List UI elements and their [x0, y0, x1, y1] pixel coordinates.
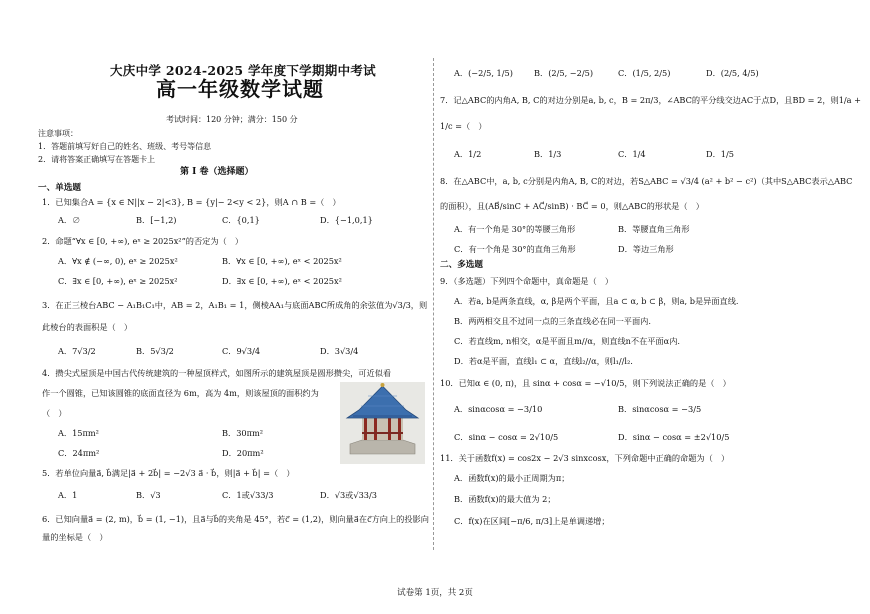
- pagoda-illustration: [340, 382, 425, 464]
- section-multi: 二、多选题: [440, 260, 483, 270]
- question-8-line-2: 的面积），且(AB⃗/sinC + AC⃗/sinB) · BC⃗ = 0，则△ABC的形状是（ ）: [440, 201, 704, 211]
- q1-option-a: A．∅: [58, 215, 81, 225]
- q8-option-a: A．有一个角是 30°的等腰三角形: [454, 224, 576, 234]
- question-4-line-3: （ ）: [42, 408, 67, 418]
- pagoda-finial: [381, 383, 385, 387]
- question-6-line-1: 6．已知向量a⃗ = (2, m)，b⃗ = (1, −1)，且a⃗与b⃗的夹角是 45°，若c⃗ = (1,2)，则向量a⃗在c⃗方向上的投影向: [42, 514, 429, 524]
- q9-option-b: B．两两相交且不过同一点的三条直线必在同一平面内.: [454, 316, 651, 326]
- q6-option-c: C．(1/5, 2/5): [618, 68, 671, 78]
- school-line: 大庆中学 2024-2025 学年度下学期期中考试: [110, 63, 376, 78]
- question-9: 9．（多选题）下列四个命题中，真命题是（ ）: [440, 276, 614, 286]
- q1-option-b: B．[−1,2): [136, 215, 177, 225]
- q10-option-b: B．sinαcosα = −3/5: [618, 404, 702, 414]
- q4-option-a: A．15πm²: [58, 428, 99, 438]
- q11-option-b: B．函数f(x)的最大值为 2；: [454, 494, 556, 504]
- question-10: 10．已知α ∈ (0, π)，且 sinα + cosα = −√10/5，则下列说法正确的是（ ）: [440, 378, 731, 388]
- q2-option-d: D．∃x ∈ [0, +∞), eˣ < 2025x²: [222, 276, 342, 286]
- question-3-line-2: 此棱台的表面积是（ ）: [42, 322, 133, 332]
- q4-option-d: D．20πm²: [222, 448, 264, 458]
- pagoda-base: [350, 440, 415, 454]
- notes-title: 注意事项：: [38, 129, 78, 138]
- q2-option-c: C．∃x ∈ [0, +∞), eˣ ≥ 2025x²: [58, 276, 178, 286]
- question-4-line-1: 4．攒尖式屋顶是中国古代传统建筑的一种屋顶样式，如图所示的建筑屋顶是圆形攒尖，可近似看: [42, 368, 392, 378]
- q11-option-c: C．f(x)在区间[−π/6, π/3]上是单调递增；: [454, 516, 610, 526]
- pagoda-pillar: [398, 418, 401, 440]
- note-2: 2．请将答案正确填写在答题卡上: [38, 155, 156, 164]
- q9-option-a: A．若a, b是两条直线，α, β是两个平面，且a ⊂ α, b ⊂ β，则a, b是异面直线.: [454, 296, 739, 306]
- question-4-line-2: 作一个圆锥，已知该圆锥的底面直径为 6m，高为 4m，则该屋顶的面积约为: [42, 388, 319, 398]
- column-divider: [433, 58, 434, 550]
- q2-option-a: A．∀x ∉ (−∞, 0), eˣ ≥ 2025x²: [58, 256, 178, 266]
- q9-option-d: D．若α是平面，直线l₁ ⊂ α，直线l₂//α，则l₁//l₂.: [454, 356, 633, 366]
- q7-option-d: D．1/5: [706, 149, 734, 159]
- part-title: 第 I 卷（选择题）: [180, 167, 254, 177]
- section-single: 一、单选题: [38, 183, 81, 193]
- pagoda-pillar: [364, 418, 367, 440]
- pagoda-hall: [362, 418, 403, 440]
- q6-option-a: A．(−2/5, 1/5): [454, 68, 513, 78]
- q5-option-b: B．√3: [136, 490, 161, 500]
- pagoda-railing: [362, 432, 403, 434]
- question-7-line-1: 7．记△ABC的内角A, B, C的对边分别是a, b, c，B = 2π/3，∠ABC的平分线交边AC于点D，且BD = 2，则1/a +: [440, 95, 862, 105]
- q7-option-b: B．1/3: [534, 149, 562, 159]
- question-8-line-1: 8．在△ABC中，a, b, c分别是内角A, B, C的对边，若S△ABC = √3/4 (a² + b² − c²)（其中S△ABC表示△ABC: [440, 176, 853, 186]
- question-7-line-2: 1/c =（ ）: [440, 121, 487, 131]
- q3-option-c: C．9√3/4: [222, 346, 261, 356]
- question-3-line-1: 3．在正三棱台ABC − A₁B₁C₁中，AB = 2，A₁B₁ = 1，侧棱AA₁与底面ABC所成角的余弦值为√3/3，则: [42, 300, 428, 310]
- q5-option-c: C．1或√33/3: [222, 490, 274, 500]
- q10-option-c: C．sinα − cosα = 2√10/5: [454, 432, 559, 442]
- q3-option-b: B．5√3/2: [136, 346, 174, 356]
- q1-option-c: C．{0,1}: [222, 215, 260, 225]
- q5-option-a: A．1: [58, 490, 78, 500]
- page-footer: 试卷第 1页，共 2页: [397, 588, 473, 598]
- q3-option-d: D．3√3/4: [320, 346, 359, 356]
- q11-option-a: A．函数f(x)的最小正周期为π；: [454, 473, 570, 483]
- exam-meta: 考试时间：120 分钟；满分：150 分: [166, 115, 298, 124]
- question-6-line-2: 量的坐标是（ ）: [42, 532, 108, 542]
- q8-option-d: D．等边三角形: [618, 244, 674, 254]
- q7-option-a: A．1/2: [454, 149, 482, 159]
- q4-option-b: B．30πm²: [222, 428, 264, 438]
- pagoda-pillar: [388, 418, 391, 440]
- left-column: [38, 0, 428, 590]
- q1-option-d: D．{−1,0,1}: [320, 215, 373, 225]
- q4-option-c: C．24πm²: [58, 448, 100, 458]
- pagoda-pillar: [374, 418, 377, 440]
- q2-option-b: B．∀x ∈ [0, +∞), eˣ < 2025x²: [222, 256, 342, 266]
- q7-option-c: C．1/4: [618, 149, 646, 159]
- question-5: 5．若单位向量a⃗, b⃗满足|a⃗ + 2b⃗| = −2√3 a⃗ · b⃗，则|a⃗ + b⃗| =（ ）: [42, 468, 295, 478]
- note-1: 1．答题前填写好自己的姓名、班级、考号等信息: [38, 142, 212, 151]
- q10-option-d: D．sinα − cosα = ±2√10/5: [618, 432, 730, 442]
- q6-option-b: B．(2/5, −2/5): [534, 68, 594, 78]
- q6-option-d: D．(2/5, 4/5): [706, 68, 759, 78]
- q3-option-a: A．7√3/2: [58, 346, 96, 356]
- q10-option-a: A．sinαcosα = −3/10: [454, 404, 543, 414]
- question-1: 1．已知集合A = {x ∈ N||x − 2|<3}, B = {y|− 2<y < 2}，则A ∩ B =（ ）: [42, 197, 341, 207]
- q8-option-c: C．有一个角是 30°的直角三角形: [454, 244, 576, 254]
- question-11: 11．关于函数f(x) = cos2x − 2√3 sinxcosx，下列命题中正确的命题为（ ）: [440, 453, 730, 463]
- question-2: 2．命题“∀x ∈ [0, +∞), eˣ ≥ 2025x²”的否定为（ ）: [42, 236, 244, 246]
- q5-option-d: D．√3或√33/3: [320, 490, 377, 500]
- q9-option-c: C．若直线m, n相交，α是平面且m//α，则直线n不在平面α内.: [454, 336, 681, 346]
- page-title: 高一年级数学试题: [156, 77, 324, 101]
- q8-option-b: B．等腰直角三角形: [618, 224, 690, 234]
- right-column: [440, 0, 862, 590]
